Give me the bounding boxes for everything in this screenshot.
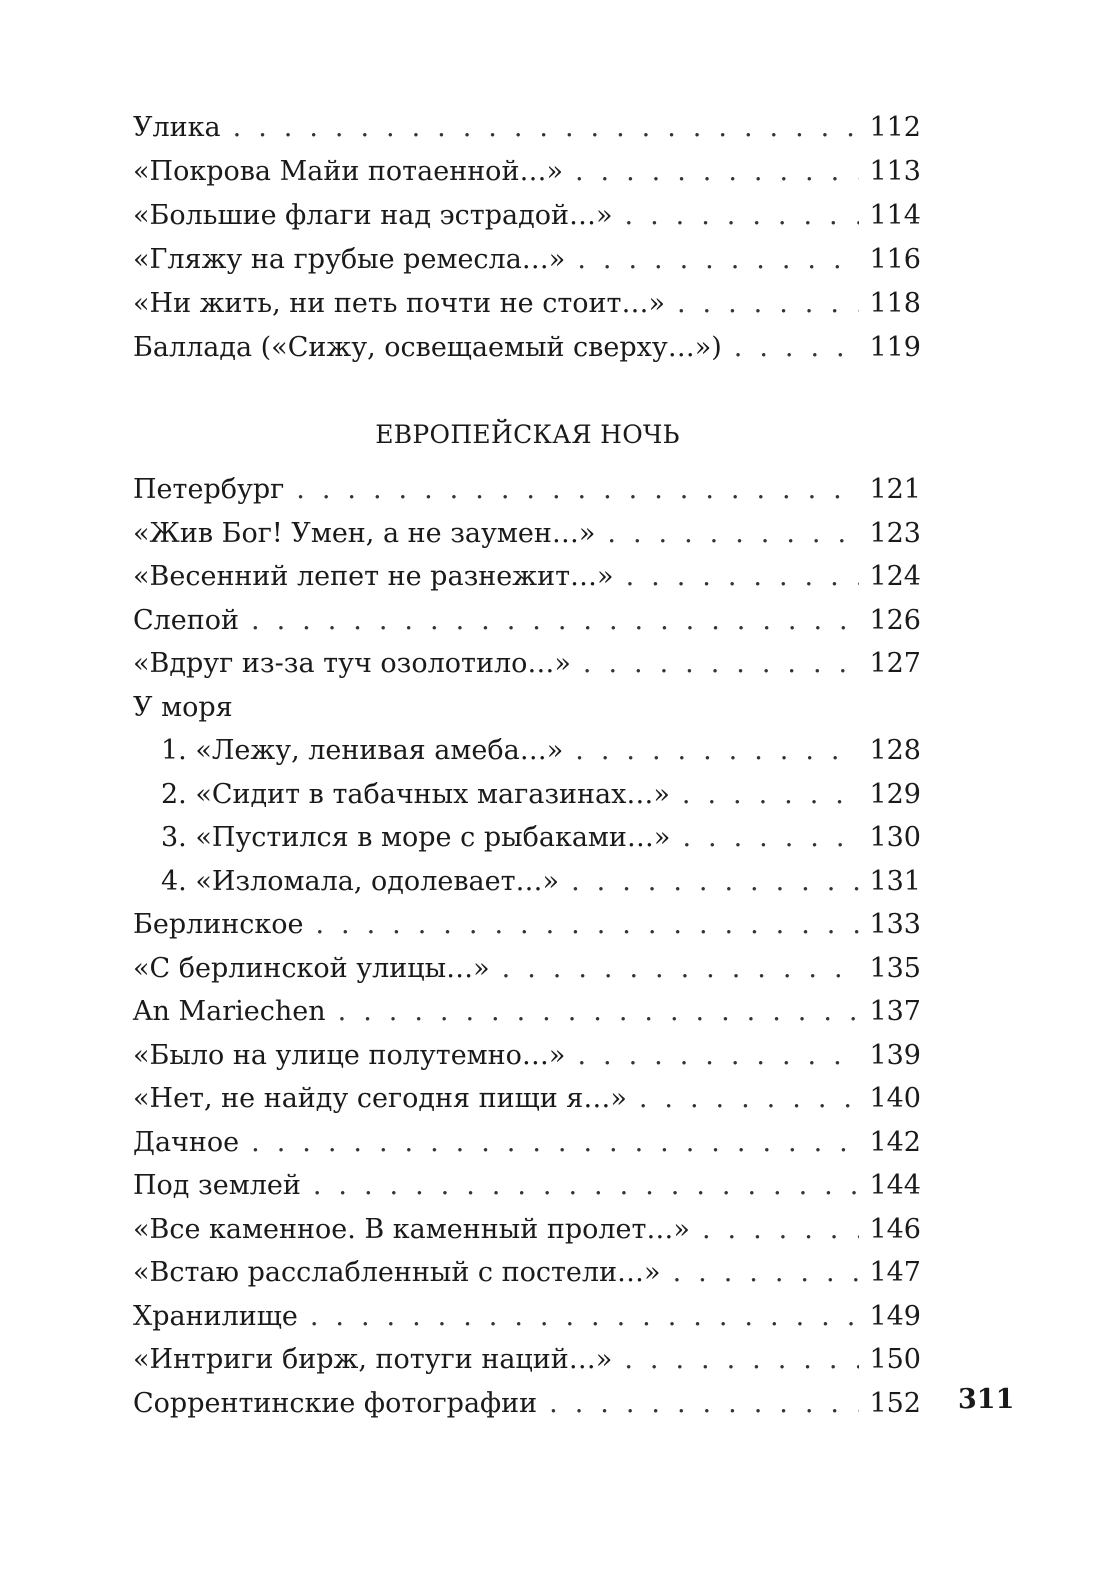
dot-leader xyxy=(734,326,860,370)
toc-entry-page: 127 xyxy=(869,648,921,679)
dot-leader xyxy=(639,1077,860,1121)
toc-subentry xyxy=(133,729,921,773)
dot-leader xyxy=(313,1164,860,1208)
toc-entry-page: 112 xyxy=(869,112,921,143)
toc-entry-title: Дачное xyxy=(133,1126,240,1158)
toc-entry xyxy=(133,599,921,643)
toc-entry-title: «Покрова Майи потаенной…» xyxy=(133,156,563,187)
dot-leader xyxy=(251,1121,859,1165)
toc-entry-title: 3. «Пустился в море с рыбаками…» xyxy=(161,822,671,853)
toc-entry-title: «Все каменное. В каменный пролет…» xyxy=(133,1213,690,1245)
dot-leader xyxy=(577,1034,859,1078)
toc-entry xyxy=(133,1077,921,1121)
toc-entry-title: «Интриги бирж, потуги наций…» xyxy=(133,1344,613,1375)
toc-entry xyxy=(133,903,921,947)
toc-entry-page: 152 xyxy=(869,1387,921,1419)
toc-entry-title: Баллада («Сижу, освещаемый сверху…») xyxy=(133,332,722,363)
toc-entry-title: У моря xyxy=(133,691,233,723)
toc-entry xyxy=(133,1121,921,1165)
dot-leader xyxy=(575,150,859,194)
toc-entry-title: «Нет, не найду сегодня пищи я…» xyxy=(133,1083,627,1114)
toc-entry xyxy=(133,468,921,512)
toc-entry xyxy=(133,238,921,282)
toc-entry-page: 133 xyxy=(869,909,921,940)
toc-entry-page: 137 xyxy=(869,996,921,1027)
toc-entry-title: Улика xyxy=(133,112,221,143)
toc-entry-page: 123 xyxy=(869,517,921,549)
toc-entry-page: 146 xyxy=(869,1213,921,1245)
toc-entry-title: «Большие флаги над эстрадой…» xyxy=(133,200,613,231)
toc-entry xyxy=(133,990,921,1034)
dot-leader xyxy=(315,903,859,947)
toc-entry-title: Слепой xyxy=(133,604,240,636)
toc-entry-title: «Было на улице полутемно…» xyxy=(133,1039,566,1071)
toc-entry-page: 149 xyxy=(869,1300,921,1332)
dot-leader xyxy=(233,106,860,150)
dot-leader xyxy=(310,1295,860,1339)
toc-entry-title: Под землей xyxy=(133,1170,301,1201)
dot-leader xyxy=(677,282,859,326)
dot-leader xyxy=(338,990,860,1034)
toc-entry-page: 131 xyxy=(869,865,921,897)
dot-leader xyxy=(673,1251,860,1295)
dot-leader xyxy=(583,642,860,686)
section-heading: ЕВРОПЕЙСКАЯ НОЧЬ xyxy=(375,420,680,449)
toc-entry-title: Петербург xyxy=(133,474,285,505)
toc-entry-title: 1. «Лежу, ленивая амеба…» xyxy=(161,735,564,766)
toc-entry-page: 124 xyxy=(869,561,921,592)
toc-entry-title: «Жив Бог! Умен, а не заумен…» xyxy=(133,517,596,549)
toc-entry-page: 128 xyxy=(869,735,921,766)
toc-entry xyxy=(133,194,921,238)
toc-subentry xyxy=(133,860,921,904)
toc-entry xyxy=(133,642,921,686)
toc-entry xyxy=(133,947,921,991)
toc-entry-page: 150 xyxy=(869,1344,921,1375)
toc-entry-page: 118 xyxy=(869,288,921,319)
dot-leader xyxy=(607,512,859,556)
dot-leader xyxy=(626,555,860,599)
toc-entry xyxy=(133,150,921,194)
toc-entry-page: 147 xyxy=(869,1257,921,1288)
toc-entry xyxy=(133,512,921,556)
toc-entry-title: «Ни жить, ни петь почти не стоит…» xyxy=(133,288,665,319)
toc-entry-page: 114 xyxy=(869,200,921,231)
toc-entry xyxy=(133,326,921,370)
dot-leader xyxy=(682,816,859,860)
toc-entry xyxy=(133,1164,921,1208)
toc-entry xyxy=(133,555,921,599)
dot-leader xyxy=(502,947,860,991)
toc-entry-title: «Встаю расслабленный с постели…» xyxy=(133,1257,661,1288)
toc-entry-title: Берлинское xyxy=(133,909,304,940)
toc-subentry xyxy=(133,816,921,860)
toc-entry-page: 142 xyxy=(869,1126,921,1158)
dot-leader xyxy=(702,1208,860,1252)
dot-leader xyxy=(549,1382,859,1426)
toc-entry xyxy=(133,686,921,730)
toc-entry-title: 2. «Сидит в табачных магазинах…» xyxy=(161,778,670,810)
dot-leader xyxy=(625,194,860,238)
dot-leader xyxy=(577,238,859,282)
toc-entry-title: Соррентинские фотографии xyxy=(133,1387,538,1419)
toc-entry-title: Хранилище xyxy=(133,1300,298,1332)
toc-entry xyxy=(133,282,921,326)
toc-entry-page: 129 xyxy=(869,778,921,810)
toc-entry-title: «Гляжу на грубые ремесла…» xyxy=(133,244,566,275)
toc-entry-page: 116 xyxy=(869,244,921,275)
toc-entry-title: «С берлинской улицы…» xyxy=(133,952,490,984)
toc-subentry xyxy=(133,773,921,817)
toc-entry xyxy=(133,1208,921,1252)
toc-entry-page: 119 xyxy=(869,332,921,363)
toc-entry-title: «Весенний лепет не разнежит…» xyxy=(133,561,614,592)
toc-entry-page: 130 xyxy=(869,822,921,853)
toc-entry-title: 4. «Изломала, одолевает…» xyxy=(161,865,560,897)
dot-leader xyxy=(575,729,859,773)
toc-list-main xyxy=(133,468,921,1425)
toc-entry xyxy=(133,1382,921,1426)
dot-leader xyxy=(682,773,860,817)
toc-entry-title: An Mariechen xyxy=(133,996,326,1027)
toc-entry-page: 139 xyxy=(869,1039,921,1071)
toc-entry-title: «Вдруг из-за туч озолотило…» xyxy=(133,648,571,679)
dot-leader xyxy=(251,599,859,643)
dot-leader xyxy=(571,860,859,904)
toc-entry-page: 113 xyxy=(869,156,921,187)
toc-entry xyxy=(133,1338,921,1382)
toc-entry-page: 121 xyxy=(869,474,921,505)
toc-entry xyxy=(133,1295,921,1339)
toc-entry xyxy=(133,1251,921,1295)
toc-list-top xyxy=(133,106,921,370)
page-number: 311 xyxy=(958,1384,1015,1415)
toc-entry-page: 126 xyxy=(869,604,921,636)
toc-entry xyxy=(133,1034,921,1078)
toc-entry-page: 135 xyxy=(869,952,921,984)
dot-leader xyxy=(296,468,859,512)
toc-entry xyxy=(133,106,921,150)
dot-leader xyxy=(624,1338,859,1382)
toc-entry-page: 144 xyxy=(869,1170,921,1201)
toc-entry-page: 140 xyxy=(869,1083,921,1114)
